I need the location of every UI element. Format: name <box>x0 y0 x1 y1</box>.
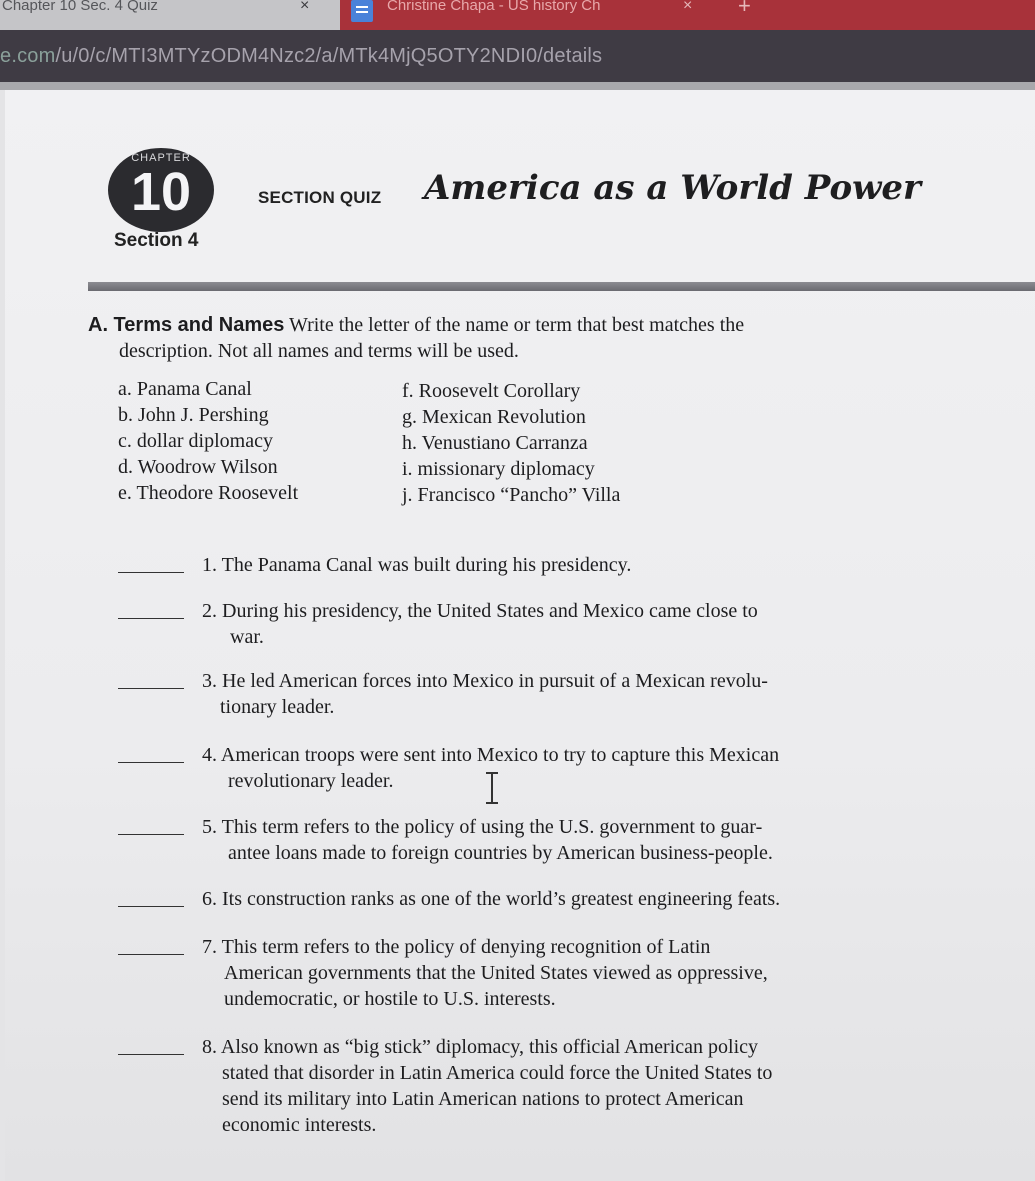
question-line: 5. This term refers to the policy of using the U.S. government to guar- <box>202 816 763 838</box>
term-item: c. dollar diplomacy <box>118 430 273 452</box>
answer-blank[interactable] <box>118 954 184 955</box>
tab-title: Chapter 10 Sec. 4 Quiz <box>2 0 158 14</box>
instructions-line-1: Write the letter of the name or term that best matches the <box>289 314 745 336</box>
term-item: f. Roosevelt Corollary <box>402 380 581 402</box>
answer-blank[interactable] <box>118 762 184 763</box>
question-line: undemocratic, or hostile to U.S. interests. <box>224 988 556 1010</box>
address-bar[interactable] <box>0 30 1035 82</box>
question-text <box>202 814 882 866</box>
new-tab-button[interactable]: + <box>738 0 751 18</box>
terms-list-left <box>118 376 298 506</box>
text-cursor-icon <box>484 772 500 804</box>
question-line: economic interests. <box>222 1114 377 1136</box>
term-item: e. Theodore Roosevelt <box>118 482 299 504</box>
answer-blank[interactable] <box>118 1054 184 1055</box>
url-host: e.com <box>0 45 56 67</box>
tab-title: Christine Chapa - US history Ch <box>387 0 601 14</box>
question-line: send its military into Latin American nations to protect American <box>222 1088 744 1110</box>
term-item: j. Francisco “Pancho” Villa <box>402 484 621 506</box>
question-line: 1. The Panama Canal was built during his presidency. <box>202 554 632 576</box>
url-path: /u/0/c/MTI3MTYzODM4Nzc2/a/MTk4MjQ5OTY2NDI0/details <box>55 45 603 67</box>
question-text <box>202 934 882 1012</box>
tab-classroom[interactable] <box>345 0 715 30</box>
term-item: d. Woodrow Wilson <box>118 456 278 478</box>
question-line: 2. During his presidency, the United States and Mexico came close to <box>202 600 758 622</box>
term-item: i. missionary diplomacy <box>402 458 595 480</box>
url-text[interactable] <box>0 45 602 68</box>
term-item: h. Venustiano Carranza <box>402 432 588 454</box>
page-title: America as a World Power <box>424 168 921 208</box>
instructions <box>88 312 868 364</box>
terms-list-right <box>402 378 620 508</box>
page-border <box>0 82 1035 90</box>
question-line: tionary leader. <box>220 696 335 718</box>
instructions-line-2: description. Not all names and terms will be used. <box>119 340 519 362</box>
section-label: Section 4 <box>114 230 199 251</box>
question-line: 4. American troops were sent into Mexico to try to capture this Mexican <box>202 744 780 766</box>
doc-icon <box>351 0 373 22</box>
term-item: a. Panama Canal <box>118 378 252 400</box>
question-text <box>202 886 882 912</box>
question-text <box>202 552 882 578</box>
term-item: g. Mexican Revolution <box>402 406 586 428</box>
question-line: war. <box>230 626 264 648</box>
answer-blank[interactable] <box>118 834 184 835</box>
question-line: 3. He led American forces into Mexico in pursuit of a Mexican revolu- <box>202 670 768 692</box>
tab-bar <box>0 0 1035 30</box>
question-text <box>202 598 882 650</box>
answer-blank[interactable] <box>118 618 184 619</box>
question-text <box>202 668 882 720</box>
question-line: 6. Its construction ranks as one of the world’s greatest engineering feats. <box>202 888 781 910</box>
divider <box>88 282 1035 291</box>
tab-quiz[interactable] <box>0 0 340 30</box>
question-line: stated that disorder in Latin America could force the United States to <box>222 1062 773 1084</box>
question-line: antee loans made to foreign countries by American business-people. <box>228 842 773 864</box>
question-text <box>202 1034 882 1138</box>
chapter-label: CHAPTER <box>131 152 191 164</box>
section-quiz-label: SECTION QUIZ <box>258 188 382 207</box>
answer-blank[interactable] <box>118 688 184 689</box>
answer-blank[interactable] <box>118 906 184 907</box>
question-line: American governments that the United States viewed as oppressive, <box>224 962 768 984</box>
answer-blank[interactable] <box>118 572 184 573</box>
question-line: 7. This term refers to the policy of denying recognition of Latin <box>202 936 711 958</box>
question-line: revolutionary leader. <box>228 770 394 792</box>
chapter-number: 10 <box>130 162 192 222</box>
chapter-badge <box>108 148 214 232</box>
term-item: b. John J. Pershing <box>118 404 269 426</box>
close-icon[interactable]: × <box>300 0 310 14</box>
close-icon[interactable]: × <box>683 0 693 14</box>
instructions-lead: A. Terms and Names <box>88 314 285 336</box>
question-text <box>202 742 882 794</box>
question-line: 8. Also known as “big stick” diplomacy, this official American policy <box>202 1036 759 1058</box>
